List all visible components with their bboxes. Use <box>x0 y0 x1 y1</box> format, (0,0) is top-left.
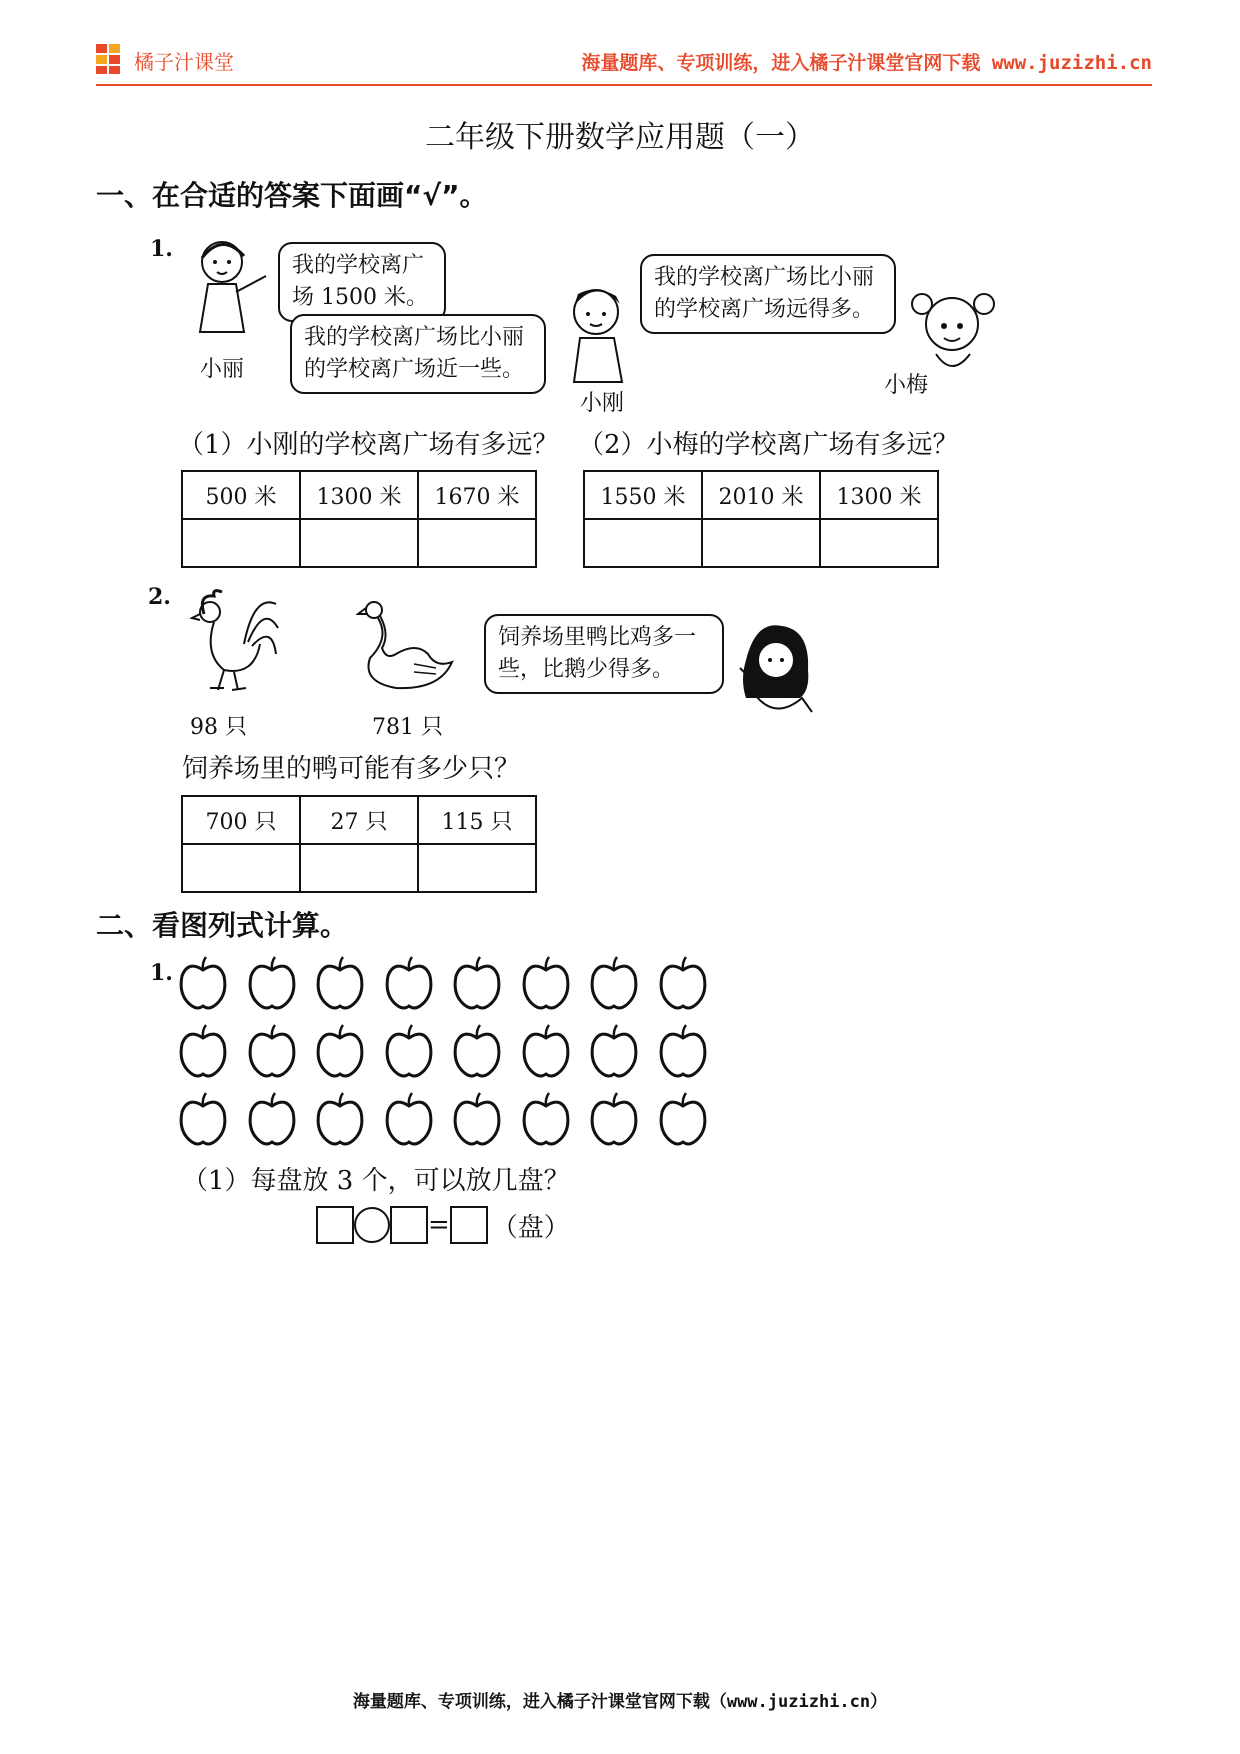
option-cell: 500 米 <box>182 471 300 519</box>
header-slogan[interactable]: 海量题库、专项训练，进入橘子汁课堂官网下载 www.juzizhi.cn <box>581 52 1152 74</box>
answer-table-2 <box>583 470 939 568</box>
apple-icon <box>384 1092 434 1146</box>
question-2-text: 饲养场里的鸭可能有多少只？ <box>182 754 521 784</box>
name-xiaogang: 小刚 <box>580 391 625 416</box>
check-cell[interactable] <box>584 519 702 567</box>
apple-icon <box>658 956 708 1010</box>
apple-icon <box>658 1024 708 1078</box>
blank-box[interactable] <box>450 1206 488 1244</box>
check-cell[interactable] <box>820 519 938 567</box>
option-cell: 700 只 <box>182 796 300 844</box>
header-divider <box>96 84 1152 86</box>
check-cell[interactable] <box>300 519 418 567</box>
speech-bubble-xiaogang <box>290 314 546 394</box>
girl-xiaoli-icon <box>184 232 274 342</box>
apple-icon <box>521 1092 571 1146</box>
option-cell: 1670 米 <box>418 471 536 519</box>
rooster-count: 98 只 <box>190 715 247 740</box>
apple-grid <box>178 956 718 1152</box>
apple-icon <box>178 1024 228 1078</box>
apple-icon <box>452 1024 502 1078</box>
bubble-line: 我的学校离广场比小丽 <box>654 265 875 290</box>
footer-slogan[interactable]: 海量题库、专项训练，进入橘子汁课堂官网下载（www.juzizhi.cn） <box>352 1692 888 1712</box>
question-1-number: 1. <box>150 236 173 262</box>
apple-icon <box>658 1092 708 1146</box>
answer-table-3 <box>181 795 537 893</box>
section-2-question-1-number: 1. <box>150 960 173 986</box>
speech-bubble-xiaomei <box>640 254 896 334</box>
apple-icon <box>178 1092 228 1146</box>
boy-xiaogang-icon <box>552 282 642 386</box>
apple-icon <box>384 1024 434 1078</box>
goose-icon <box>356 598 456 694</box>
apple-icon <box>589 956 639 1010</box>
apple-icon <box>247 956 297 1010</box>
sub-question-1: （1）小刚的学校离广场有多远？ <box>178 430 559 460</box>
brand-name: 橘子汁课堂 <box>134 50 234 74</box>
section-2-heading: 二、看图列式计算。 <box>96 909 349 942</box>
bubble-line: 的学校离广场远得多。 <box>654 297 875 322</box>
apple-icon <box>521 1024 571 1078</box>
bubble-line: 我的学校离广 <box>292 253 425 278</box>
apple-icon <box>315 1092 365 1146</box>
apple-icon <box>247 1024 297 1078</box>
apple-icon <box>384 956 434 1010</box>
operator-circle[interactable] <box>354 1207 390 1243</box>
unit-label: （盘） <box>491 1212 570 1243</box>
check-cell[interactable] <box>182 844 300 892</box>
option-cell: 27 只 <box>300 796 418 844</box>
section-1-heading: 一、在合适的答案下面画“√”。 <box>96 179 488 212</box>
name-xiaomei: 小梅 <box>884 373 929 398</box>
apple-icon <box>452 1092 502 1146</box>
apple-icon <box>521 956 571 1010</box>
apple-icon <box>315 956 365 1010</box>
sub-question-2: （2）小梅的学校离广场有多远？ <box>578 430 959 460</box>
name-xiaoli: 小丽 <box>200 357 245 382</box>
check-cell[interactable] <box>418 844 536 892</box>
speech-bubble-girl <box>484 614 724 694</box>
apple-icon <box>589 1092 639 1146</box>
bubble-line: 些，比鹅少得多。 <box>498 657 675 682</box>
apple-icon <box>589 1024 639 1078</box>
section-2-sub-question-1: （1）每盘放 3 个，可以放几盘？ <box>182 1166 570 1196</box>
girl-speaker-icon <box>726 620 822 720</box>
brand-logo-icon <box>96 44 132 74</box>
equation-blank <box>316 1206 570 1244</box>
apple-icon <box>315 1024 365 1078</box>
bubble-line: 饲养场里鸭比鸡多一 <box>498 625 697 650</box>
check-cell[interactable] <box>300 844 418 892</box>
apple-icon <box>247 1092 297 1146</box>
apple-icon <box>452 956 502 1010</box>
rooster-icon <box>184 584 280 696</box>
bubble-line: 的学校离广场近一些。 <box>304 357 525 382</box>
answer-table-1 <box>181 470 537 568</box>
blank-box[interactable] <box>390 1206 428 1244</box>
check-cell[interactable] <box>418 519 536 567</box>
bubble-line: 我的学校离广场比小丽 <box>304 325 525 350</box>
option-cell: 1300 米 <box>300 471 418 519</box>
option-cell: 1550 米 <box>584 471 702 519</box>
goose-count: 781 只 <box>372 715 443 740</box>
question-2-number: 2. <box>148 584 171 610</box>
equals-sign: = <box>428 1210 450 1240</box>
apple-icon <box>178 956 228 1010</box>
blank-box[interactable] <box>316 1206 354 1244</box>
option-cell: 115 只 <box>418 796 536 844</box>
option-cell: 2010 米 <box>702 471 820 519</box>
bubble-line: 场 1500 米。 <box>292 285 428 310</box>
speech-bubble-xiaoli <box>278 242 446 322</box>
page-title: 二年级下册数学应用题（一） <box>425 120 815 155</box>
check-cell[interactable] <box>702 519 820 567</box>
option-cell: 1300 米 <box>820 471 938 519</box>
check-cell[interactable] <box>182 519 300 567</box>
